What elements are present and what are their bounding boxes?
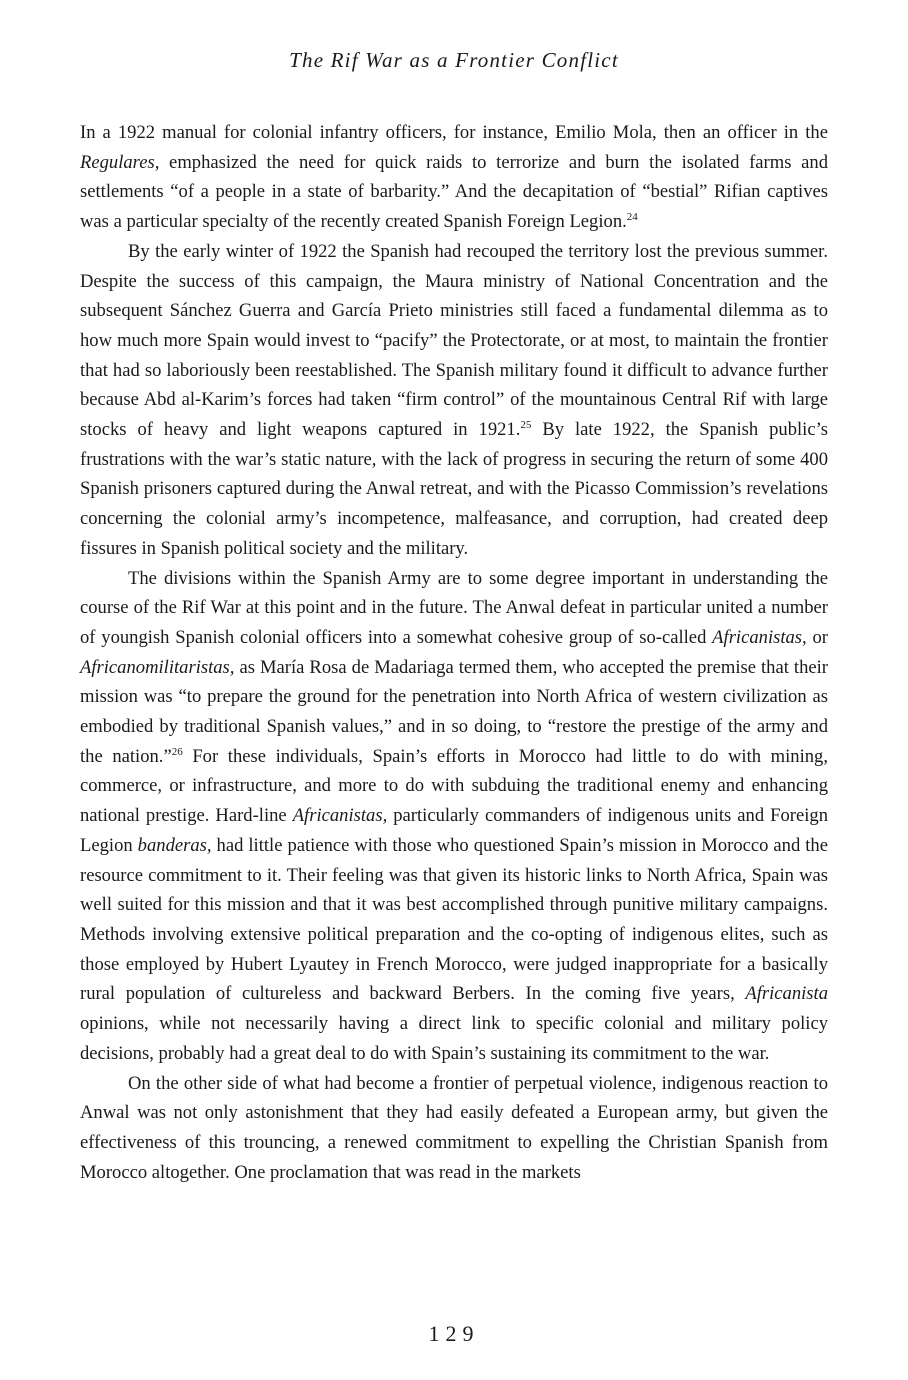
text-run: By the early winter of 1922 the Spanish had recouped the territory lost the previous summer. Despite the success of this campaign, the Maura ministry of National Concentration and the subsequent Sánchez Guerra and García Prieto ministries still faced a fundamental dilemma as to how much more Spain would invest to “pacify” the Protectorate, or at most, to maintain the frontier that had so laboriously been reestablished. The Spanish military found it difficult to advance further because Abd al-Karim’s forces had taken “firm control” of the mountainous Central Rif with large stocks of heavy and light weapons captured in 1921. — [80, 240, 828, 441]
body-text — [80, 118, 828, 1187]
text-run: opinions, while not necessarily having a direct link to specific colonial and military policy decisions, probably had a great deal to do with Spain’s sustaining its commitment to the war. — [80, 1013, 828, 1064]
paragraph — [80, 237, 828, 564]
text-run: particularly commanders of indigenous units and Foreign Legion — [80, 805, 828, 856]
running-head: The Rif War as a Frontier Conflict — [289, 48, 619, 72]
text-run: as María Rosa de Madariaga termed them, who accepted the premise that their mission was “to prepare the ground for the penetration into North Africa of western civilization as embodied by traditional Spanish values,” and in so doing, to “restore the prestige of the army and the nation.” — [80, 656, 828, 767]
text-run: For these individuals, Spain’s efforts in Morocco had little to do with mining, commerce, or infrastructure, and more to do with subduing the traditional enemy and enhancing national prestige. Hard-line — [80, 745, 828, 827]
italic-term: Africanomilitaristas, — [80, 656, 235, 678]
paragraph — [80, 564, 828, 1069]
text-run: In a 1922 manual for colonial infantry officers, for instance, Emilio Mola, then an officer in the — [80, 122, 828, 143]
italic-term: Africanistas, — [712, 626, 807, 648]
text-run: had little patience with those who questioned Spain’s mission in Morocco and the resource commitment to it. Their feeling was that given its historic links to North Africa, Spain was well suited for this mission and that it was best accomplished through punitive military campaigns. Methods involving extensive political preparation and the co-opting of indigenous elites, such as those employed by Hubert Lyautey in French Morocco, were judged inappropriate for a basically rural population of cultureless and backward Berbers. In the coming five years, — [80, 834, 828, 1005]
text-run: emphasized the need for quick raids to terrorize and burn the isolated farms and settlements “of a people in a state of barbarity.” And the decapitation of “bestial” Rifian captives was a particular specialty of the recently created Spanish Foreign Legion. — [80, 151, 828, 233]
italic-term: Africanistas, — [292, 805, 388, 827]
text-run: On the other side of what had become a frontier of perpetual violence, indigenous reaction to Anwal was not only astonishment that they had easily defeated a European army, but given the effectiveness of this trouncing, a renewed commitment to expelling the Christian Spanish from Morocco altogether. One proclamation that was read in the markets — [80, 1072, 828, 1183]
italic-term: banderas, — [137, 834, 212, 856]
text-run: or — [806, 626, 828, 648]
footnote-ref: 26 — [171, 745, 183, 758]
paragraph — [80, 118, 828, 237]
italic-term: Regulares, — [80, 151, 160, 173]
text-run: By late 1922, the Spanish public’s frustrations with the war’s static nature, with the lack of progress in securing the return of some 400 Spanish prisoners captured during the Anwal retreat, and with the Picasso Commission’s revelations concerning the colonial army’s incompetence, malfeasance, and corruption, had created deep fissures in Spanish political society and the military. — [80, 419, 828, 559]
paragraph — [80, 1069, 828, 1188]
page-number: 129 — [428, 1321, 480, 1346]
text-run: The divisions within the Spanish Army are to some degree important in understanding the course of the Rif War at this point and in the future. The Anwal defeat in particular united a number of youngish Spanish colonial officers into a somewhat cohesive group of so-called — [80, 567, 828, 648]
footnote-ref: 25 — [520, 418, 532, 431]
footnote-ref: 24 — [626, 210, 638, 223]
italic-term: Africanista — [745, 983, 828, 1005]
